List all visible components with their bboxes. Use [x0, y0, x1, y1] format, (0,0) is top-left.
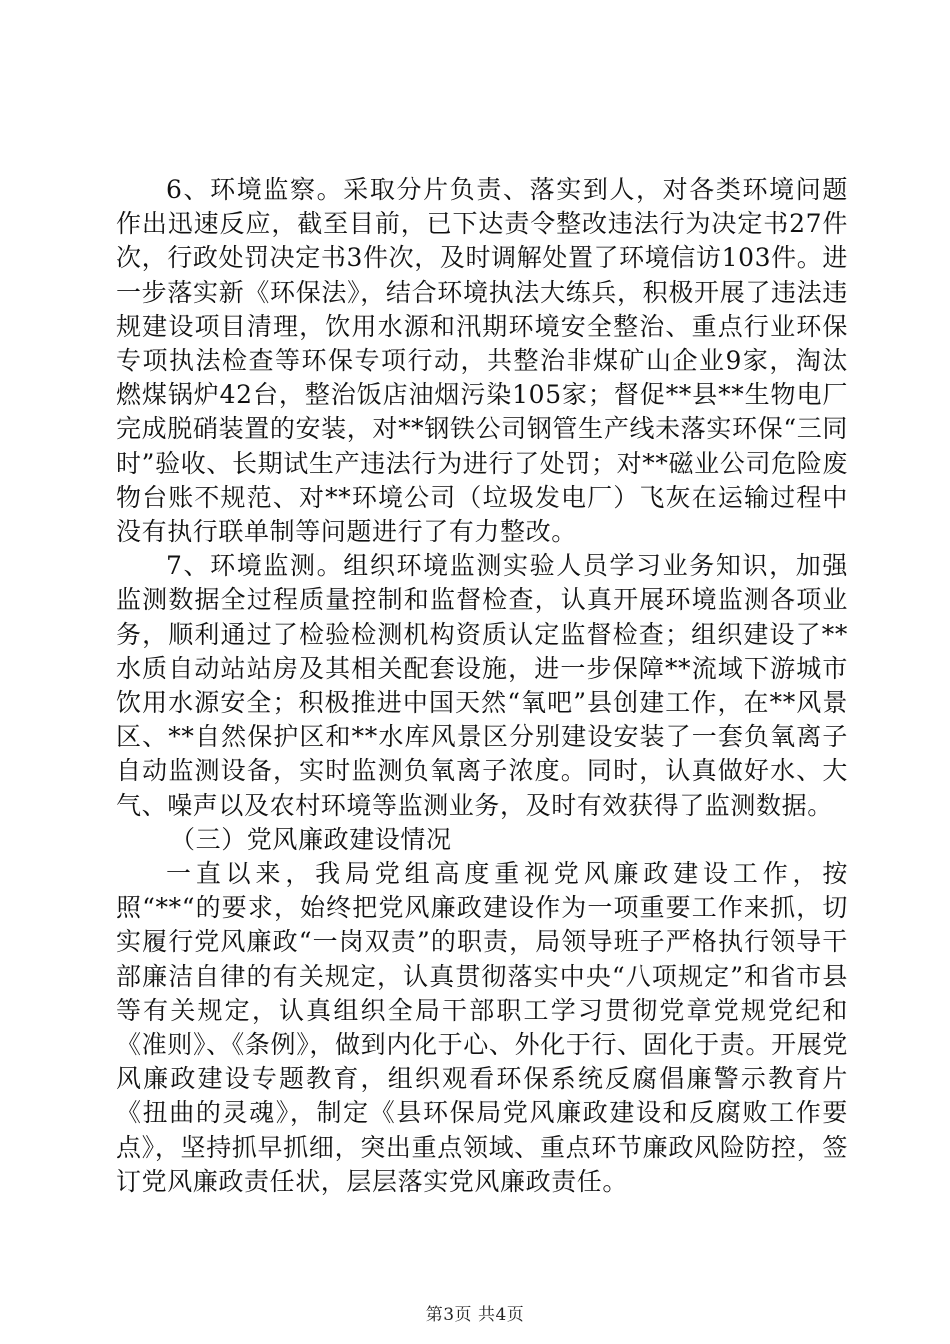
paragraph-environmental-inspection: 6、环境监察。采取分片负责、落实到人，对各类环境问题作出迅速反应，截至目前，已下达责令整改违法行为决定书27件次，行政处罚决定书3件次，及时调解处置了环境信访103件。进一步落实新《环保法》，结合环境执法大练兵，积极开展了违法违规建设项目清理，饮用水源和汛期环境安全整治、重点行业环保专项执法检查等环保专项行动，共整治非煤矿山企业9家，淘汰燃煤锅炉42台，整治饭店油烟污染105家；督促**县**生物电厂完成脱硝装置的安装，对**钢铁公司钢管生产线未落实环保“三同时”验收、长期试生产违法行为进行了处罚；对**磁业公司危险废物台账不规范、对**环境公司（垃圾发电厂）飞灰在运输过程中没有执行联单制等问题进行了有力整改。 — [116, 175, 848, 547]
page-number-footer: 第3页 共4页 — [425, 1305, 525, 1325]
section-heading-party-integrity: （三）党风廉政建设情况 — [170, 824, 452, 854]
paragraph-party-integrity: 一直以来，我局党组高度重视党风廉政建设工作，按照“**“的要求，始终把党风廉政建设作为一项重要工作来抓，切实履行党风廉政“一岗双责”的职责，局领导班子严格执行领导干部廉洁自律的有关规定，认真贯彻落实中央“八项规定”和省市县等有关规定，认真组织全局干部职工学习贯彻党章党规党纪和《准则》、《条例》，做到内化于心、外化于行、固化于责。开展党风廉政建设专题教育，组织观看环保系统反腐倡廉警示教育片《扭曲的灵魂》，制定《县环保局党风廉政建设和反腐败工作要点》，坚持抓早抓细，突出重点领域、重点环节廉政风险防控，签订党风廉政责任状，层层落实党风廉政责任。 — [116, 859, 848, 1196]
paragraph-environmental-monitoring: 7、环境监测。组织环境监测实验人员学习业务知识，加强监测数据全过程质量控制和监督检查，认真开展环境监测各项业务，顺利通过了检验检测机构资质认定监督检查；组织建设了**水质自动站站房及其相关配套设施，进一步保障**流域下游城市饮用水源安全；积极推进中国天然“氧吧”县创建工作，在**风景区、**自然保护区和**水库风景区分别建设安装了一套负氧离子自动监测设备，实时监测负氧离子浓度。同时，认真做好水、大气、噪声以及农村环境等监测业务，及时有效获得了监测数据。 — [116, 551, 848, 820]
document-body — [116, 173, 848, 1199]
